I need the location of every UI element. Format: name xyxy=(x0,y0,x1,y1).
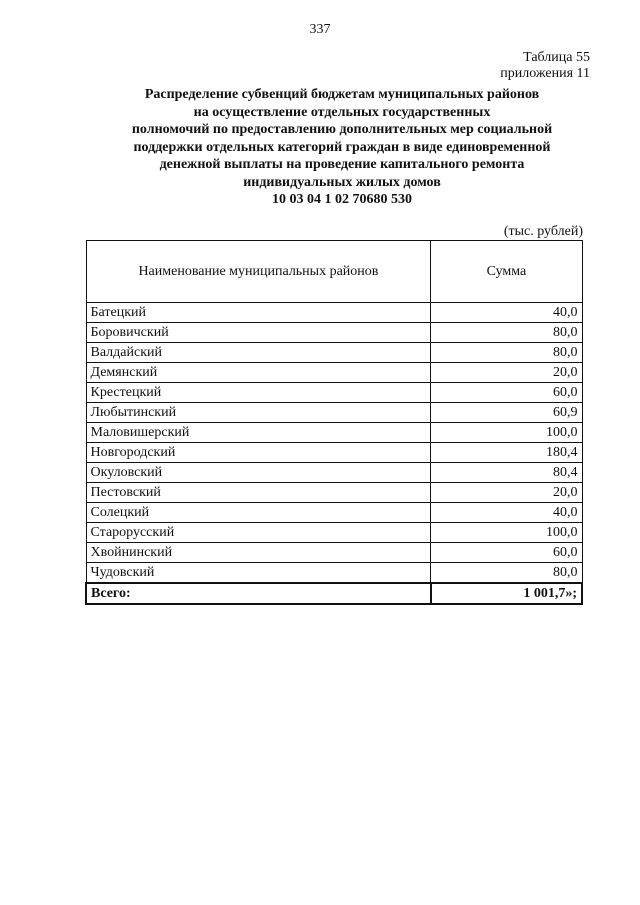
title-line-1: Распределение субвенций бюджетам муниципальных районов xyxy=(144,87,540,102)
table-row xyxy=(86,483,582,503)
title-line-3: полномочий по предоставлению дополнительных мер социальной xyxy=(131,122,553,137)
total-label: Всего: xyxy=(86,583,431,604)
title-line-5: денежной выплаты на проведение капитального ремонта xyxy=(159,157,525,172)
table-row xyxy=(86,463,582,483)
district-sum: 100,0 xyxy=(431,523,582,543)
header-name: Наименование муниципальных районов xyxy=(86,241,431,303)
district-name: Новгородский xyxy=(86,443,431,463)
title-line-2: на осуществление отдельных государственных xyxy=(193,104,491,120)
district-name: Валдайский xyxy=(86,343,431,363)
district-name: Боровичский xyxy=(86,323,431,343)
district-name: Любытинский xyxy=(86,403,431,423)
table-header-row xyxy=(86,241,582,303)
title-line-4: поддержки отдельных категорий граждан в виде единовременной xyxy=(133,139,551,155)
table-row xyxy=(86,363,582,383)
units-label: (тыс. рублей) xyxy=(503,224,583,239)
district-name: Маловишерский xyxy=(86,423,431,443)
district-sum: 80,0 xyxy=(431,563,582,584)
subventions-table xyxy=(85,240,583,605)
table-row xyxy=(86,503,582,523)
district-sum: 180,4 xyxy=(431,443,582,463)
table-row xyxy=(86,563,582,584)
total-sum: 1 001,7»; xyxy=(431,583,582,604)
document-title xyxy=(88,86,596,209)
district-sum: 20,0 xyxy=(431,363,582,383)
district-name: Старорусский xyxy=(86,523,431,543)
district-sum: 60,0 xyxy=(431,543,582,563)
table-row xyxy=(86,403,582,423)
table-row xyxy=(86,303,582,323)
table-row xyxy=(86,443,582,463)
district-name: Крестецкий xyxy=(86,383,431,403)
district-sum: 60,0 xyxy=(431,383,582,403)
table-row xyxy=(86,423,582,443)
budget-classification-code: 10 03 04 1 02 70680 530 xyxy=(272,192,412,207)
table-row xyxy=(86,543,582,563)
title-line-6: индивидуальных жилых домов xyxy=(243,174,441,190)
total-row xyxy=(86,583,582,604)
table-row xyxy=(86,343,582,363)
district-name: Пестовский xyxy=(86,483,431,503)
district-name: Окуловский xyxy=(86,463,431,483)
district-sum: 80,0 xyxy=(431,343,582,363)
table-row xyxy=(86,323,582,343)
district-sum: 80,0 xyxy=(431,323,582,343)
table-ref-line-2: приложения 11 xyxy=(500,66,590,81)
table-row xyxy=(86,383,582,403)
district-name: Батецкий xyxy=(86,303,431,323)
table-reference xyxy=(500,50,590,82)
district-sum: 60,9 xyxy=(431,403,582,423)
table-ref-line-1: Таблица 55 xyxy=(523,50,590,65)
district-sum: 40,0 xyxy=(431,503,582,523)
district-name: Хвойнинский xyxy=(86,543,431,563)
district-sum: 100,0 xyxy=(431,423,582,443)
district-sum: 20,0 xyxy=(431,483,582,503)
page-number: 337 xyxy=(309,22,331,37)
district-sum: 80,4 xyxy=(431,463,582,483)
header-sum: Сумма xyxy=(431,241,582,303)
district-name: Демянский xyxy=(86,363,431,383)
table-row xyxy=(86,523,582,543)
district-name: Солецкий xyxy=(86,503,431,523)
district-sum: 40,0 xyxy=(431,303,582,323)
district-name: Чудовский xyxy=(86,563,431,584)
